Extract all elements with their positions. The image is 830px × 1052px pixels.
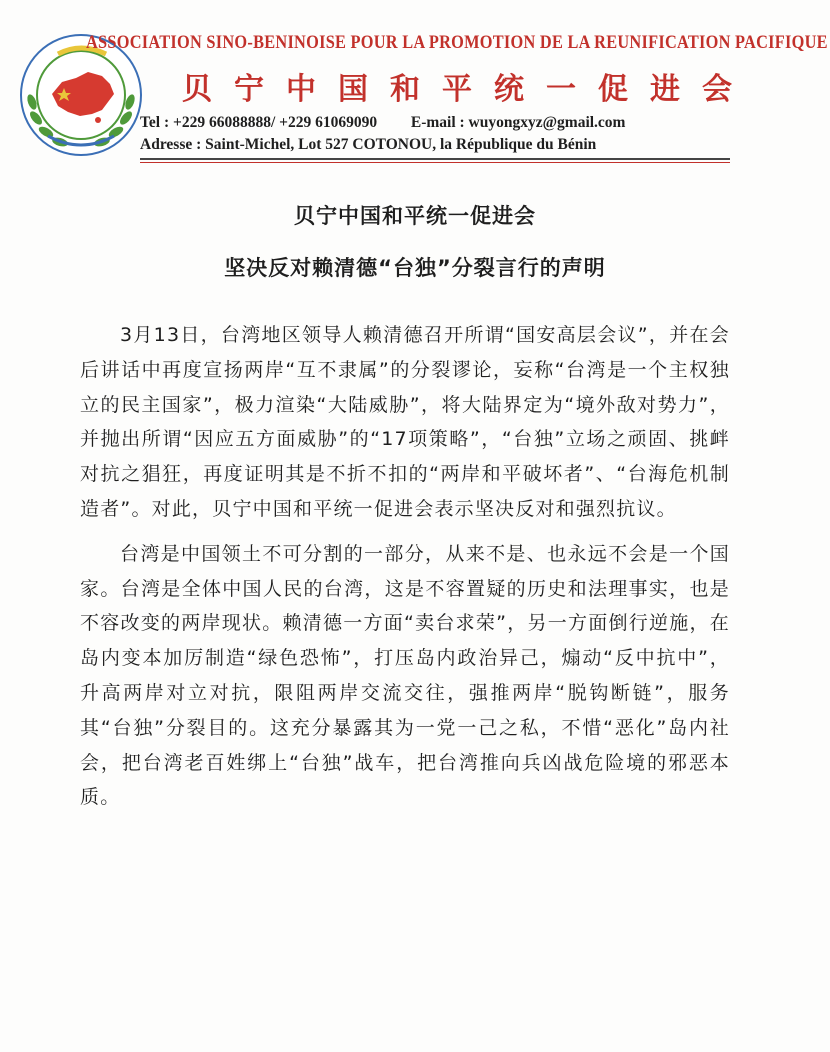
letterhead-divider-red: [140, 162, 730, 163]
address: Adresse : Saint-Michel, Lot 527 COTONOU, la République du Bénin: [140, 136, 597, 153]
document-title-org: 贝宁中国和平统一促进会: [294, 204, 536, 228]
email: E-mail : wuyongxyz@gmail.com: [410, 114, 626, 131]
org-name-french: ASSOCIATION SINO-BENINOISE POUR LA PROMOTION DE LA REUNIFICATION PACIFIQUE: [86, 32, 828, 53]
statement-body: [80, 318, 730, 825]
contact-line: [140, 114, 740, 132]
telephone: Tel : +229 66088888/ +229 61069090: [140, 114, 378, 131]
org-name-chinese: 贝宁中国和平统一促进会: [182, 72, 754, 107]
paragraph: 台湾是中国领土不可分割的一部分，从来不是、也永远不会是一个国家。台湾是全体中国人民的台湾，这是不容置疑的历史和法理事实，也是不容改变的两岸现状。赖清德一方面“卖台求荣”，另一方面倒行逆施，在岛内变本加厉制造“绿色恐怖”，打压岛内政治异己，煽动“反中抗中”，升高两岸对立对抗，限阻两岸交流交往，强推两岸“脱钩断链”，服务其“台独”分裂目的。这充分暴露其为一党一己之私，不惜“恶化”岛内社会，把台湾老百姓绑上“台独”战车，把台湾推向兵凶战危险境的邪恶本质。: [80, 542, 730, 809]
letterhead-divider: [140, 158, 730, 160]
document-title-statement: 坚决反对赖清德“台独”分裂言行的声明: [224, 256, 606, 280]
paragraph: 3月13日，台湾地区领导人赖清德召开所谓“国安高层会议”，并在会后讲话中再度宣扬两岸“互不隶属”的分裂谬论，妄称“台湾是一个主权独立的民主国家”，极力渲染“大陆威胁”，将大陆界定为“境外敌对势力”，并抛出所谓“因应五方面威胁”的“17项策略”，“台独”立场之顽固、挑衅对抗之猖狂，再度证明其是不折不扣的“两岸和平破坏者”、“台海危机制造者”。对此，贝宁中国和平统一促进会表示坚决反对和强烈抗议。: [80, 324, 730, 520]
